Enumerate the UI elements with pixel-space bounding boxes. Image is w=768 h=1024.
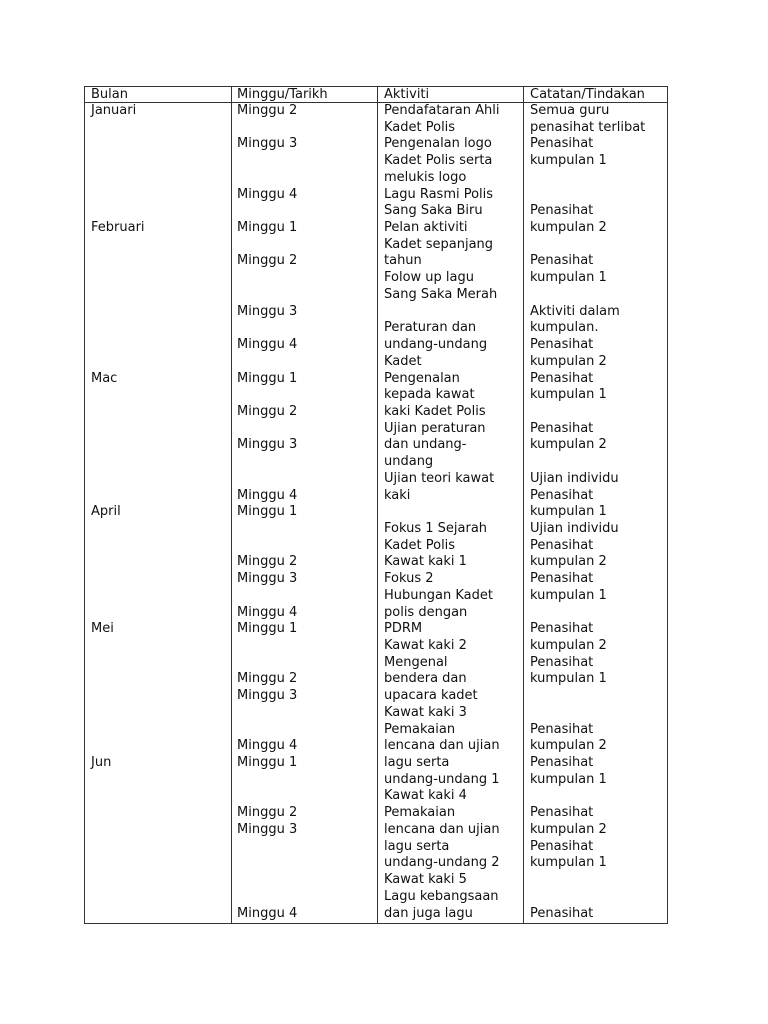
cell-line: Mengenal (384, 654, 448, 670)
cell-line: Minggu 2 (237, 671, 298, 687)
cell-line (237, 638, 297, 655)
cell-line (91, 354, 145, 371)
cell-line (530, 170, 645, 187)
cell-line (237, 588, 297, 605)
cell-line (237, 387, 297, 404)
cell-line (91, 772, 145, 789)
cell-line (237, 354, 297, 371)
cell-line: Minggu 4 (237, 905, 298, 921)
cell-line (91, 554, 145, 571)
cell-line (237, 287, 297, 304)
cell-line: Penasihat (530, 654, 594, 670)
cell-line (91, 136, 145, 153)
cell-line (91, 337, 145, 354)
cell-line: Ujian individu (530, 520, 619, 536)
cell-line (91, 153, 145, 170)
cell-line: Minggu 2 (237, 805, 298, 821)
cell-line: April (91, 504, 121, 520)
cell-line (91, 738, 145, 755)
cell-line: Kadet sepanjang (384, 236, 494, 252)
cell-line: undang-undang (384, 337, 488, 353)
cell-line (237, 270, 297, 287)
cell-line: Minggu 2 (237, 554, 298, 570)
cell-line: penasihat terlibat (530, 119, 646, 135)
cell-line: Fokus 1 Sejarah (384, 520, 488, 536)
cell-line: Minggu 4 (237, 337, 298, 353)
cell-line: Minggu 3 (237, 821, 298, 837)
cell-line: Minggu 2 (237, 103, 298, 118)
cell-line (237, 421, 297, 438)
cell-line: lencana dan ujian (384, 821, 500, 837)
cell-line: Minggu 3 (237, 303, 298, 319)
cell-line (237, 153, 297, 170)
cell-line (530, 688, 645, 705)
cell-line: Pengenalan logo (384, 136, 492, 152)
cell-line: Minggu 1 (237, 370, 298, 386)
cell-line (91, 839, 145, 856)
cell-line: Minggu 1 (237, 755, 298, 771)
cell-line (530, 237, 645, 254)
column-divider (231, 87, 232, 923)
cell-line (91, 788, 145, 805)
cell-line (91, 705, 145, 722)
cell-line: Semua guru (530, 103, 610, 118)
cell-line (91, 421, 145, 438)
cell-line: Februari (91, 220, 145, 236)
cell-line (237, 203, 297, 220)
cell-line: PDRM (384, 621, 423, 637)
cell-line: upacara kadet (384, 688, 478, 704)
cell-line (384, 504, 500, 521)
cell-line (91, 437, 145, 454)
cell-line (237, 839, 297, 856)
cell-line: Minggu 3 (237, 688, 298, 704)
cell-line (91, 571, 145, 588)
cell-line: kumpulan 1 (530, 387, 607, 403)
cell-line: dan undang- (384, 437, 467, 453)
cell-line: kumpulan 1 (530, 671, 607, 687)
cell-line (91, 605, 145, 622)
cell-line: Sang Saka Biru (384, 203, 483, 219)
cell-line: Minggu 1 (237, 220, 298, 236)
header-catatan-tindakan: Catatan/Tindakan (530, 87, 645, 102)
cell-line: kumpulan 1 (530, 771, 607, 787)
cell-line (237, 454, 297, 471)
cell-line (91, 237, 145, 254)
cell-line: Jun (91, 755, 112, 771)
cell-line: Minggu 3 (237, 571, 298, 587)
cell-line (91, 320, 145, 337)
cell-line: Kawat kaki 1 (384, 554, 467, 570)
header-minggu-tarikh: Minggu/Tarikh (237, 87, 328, 102)
cell-line (91, 922, 145, 939)
cell-line: Minggu 3 (237, 136, 298, 152)
cell-line (530, 705, 645, 722)
cell-line (384, 304, 500, 321)
cell-line: Penasihat (530, 420, 594, 436)
cell-line: kumpulan 2 (530, 638, 607, 653)
cell-line: Mei (91, 621, 114, 637)
cell-line (237, 788, 297, 805)
cell-line: Minggu 3 (237, 437, 298, 453)
cell-line (91, 471, 145, 488)
cell-line: Folow up lagu (384, 270, 474, 286)
cell-line: kumpulan 2 (530, 437, 607, 453)
cell-line: Penasihat (530, 805, 594, 821)
cell-line: Penasihat (530, 721, 594, 737)
cell-line (91, 488, 145, 505)
cell-line: kaki Kadet Polis (384, 403, 486, 419)
cell-line (91, 270, 145, 287)
cell-line: Penasihat (530, 621, 594, 637)
cell-line (237, 170, 297, 187)
cell-line (91, 454, 145, 471)
cell-line: kumpulan 2 (530, 821, 607, 837)
cell-line: Minggu 2 (237, 253, 298, 269)
cell-line: bendera dan (384, 671, 467, 687)
cell-line (237, 889, 297, 906)
cell-line: kumpulan 2 (530, 353, 607, 369)
cell-line: undang-undang 2 (384, 855, 500, 871)
cell-line (91, 722, 145, 739)
cell-line (237, 922, 297, 939)
cell-line (530, 454, 645, 471)
cell-line (530, 287, 645, 304)
cell-line (530, 788, 645, 805)
cell-line (530, 605, 645, 622)
cell-line (91, 170, 145, 187)
cell-line (91, 253, 145, 270)
cell-line: Sang Saka Merah (384, 286, 498, 302)
cell-line: Minggu 1 (237, 621, 298, 637)
cell-line (91, 287, 145, 304)
cell-line: Minggu 4 (237, 186, 298, 202)
cell-line: Lagu Rasmi Polis (384, 186, 494, 202)
cell-line: lagu serta (384, 838, 450, 854)
cell-line (237, 772, 297, 789)
cell-line: Januari (91, 103, 137, 118)
cell-line (91, 655, 145, 672)
cell-line (530, 889, 645, 906)
cell-line (237, 855, 297, 872)
cell-line: Penasihat (530, 136, 594, 152)
cell-line: Penasihat (530, 487, 594, 503)
cell-line: Pemakaian (384, 805, 456, 821)
cell-line: Minggu 4 (237, 738, 298, 754)
cell-line: Minggu 1 (237, 504, 298, 520)
cell-line (91, 203, 145, 220)
cell-line: Penasihat (530, 905, 594, 921)
cell-line: Penasihat (530, 755, 594, 771)
cell-line: lencana dan ujian (384, 738, 500, 754)
cell-line: kumpulan. (530, 320, 599, 336)
column-aktiviti (384, 103, 500, 922)
cell-line (91, 404, 145, 421)
cell-line (237, 722, 297, 739)
cell-line: Kawat kaki 3 (384, 704, 467, 720)
cell-line (91, 855, 145, 872)
cell-line: Pendafataran Ahli (384, 103, 500, 118)
cell-line: Minggu 4 (237, 604, 298, 620)
cell-line (237, 538, 297, 555)
cell-line (237, 872, 297, 889)
cell-line (530, 872, 645, 889)
cell-line: Penasihat (530, 537, 594, 553)
cell-line (91, 387, 145, 404)
header-bulan: Bulan (91, 87, 128, 102)
cell-line (530, 404, 645, 421)
cell-line (91, 822, 145, 839)
cell-line: Minggu 2 (237, 403, 298, 419)
cell-line: Pengenalan (384, 370, 460, 386)
cell-line: Ujian peraturan (384, 420, 486, 436)
header-aktiviti: Aktiviti (384, 87, 430, 102)
cell-line: kumpulan 1 (530, 153, 607, 169)
cell-line: Ujian teori kawat (384, 470, 495, 486)
cell-line (237, 120, 297, 137)
cell-line: Peraturan dan (384, 320, 477, 336)
cell-line: Pelan aktiviti (384, 220, 468, 236)
cell-line: Kadet (384, 353, 422, 369)
cell-line (237, 320, 297, 337)
cell-line (91, 872, 145, 889)
cell-line (91, 889, 145, 906)
cell-line: kumpulan 2 (530, 554, 607, 570)
cell-line: Lagu kebangsaan (384, 888, 499, 904)
column-minggu (237, 103, 297, 939)
column-catatan (530, 103, 645, 922)
cell-line: kumpulan 1 (530, 587, 607, 603)
cell-line (91, 588, 145, 605)
cell-line (237, 655, 297, 672)
cell-line (91, 688, 145, 705)
column-divider (377, 87, 378, 923)
cell-line: dan juga lagu (384, 905, 473, 921)
cell-line: Kawat kaki 5 (384, 872, 467, 888)
cell-line: Ujian individu (530, 470, 619, 486)
cell-line: undang (384, 454, 434, 470)
activity-table (84, 86, 668, 924)
cell-line (91, 671, 145, 688)
cell-line: kumpulan 2 (530, 220, 607, 236)
cell-line: tahun (384, 253, 422, 269)
cell-line: lagu serta (384, 755, 450, 771)
cell-line: Penasihat (530, 370, 594, 386)
cell-line (237, 237, 297, 254)
cell-line: kaki (384, 487, 411, 503)
cell-line: Penasihat (530, 253, 594, 269)
cell-line (237, 521, 297, 538)
cell-line: Aktiviti dalam (530, 303, 620, 319)
cell-line: kepada kawat (384, 387, 475, 403)
cell-line: Penasihat (530, 838, 594, 854)
cell-line: Kawat kaki 2 (384, 638, 467, 653)
cell-line: polis dengan (384, 604, 468, 620)
cell-line: Penasihat (530, 203, 594, 219)
cell-line (91, 187, 145, 204)
cell-line: kumpulan 2 (530, 738, 607, 754)
column-divider (523, 87, 524, 923)
cell-line (91, 906, 145, 923)
cell-line: melukis logo (384, 169, 467, 185)
cell-line: kumpulan 1 (530, 270, 607, 286)
cell-line: kumpulan 1 (530, 855, 607, 871)
cell-line: undang-undang 1 (384, 771, 500, 787)
cell-line (91, 538, 145, 555)
cell-line (91, 304, 145, 321)
cell-line: Penasihat (530, 337, 594, 353)
cell-line: Mac (91, 370, 118, 386)
column-bulan (91, 103, 145, 939)
cell-line: Penasihat (530, 571, 594, 587)
cell-line (91, 120, 145, 137)
cell-line (237, 705, 297, 722)
cell-line (91, 805, 145, 822)
cell-line (91, 638, 145, 655)
cell-line (237, 471, 297, 488)
cell-line: Minggu 4 (237, 487, 298, 503)
cell-line: Fokus 2 (384, 571, 434, 587)
cell-line (91, 521, 145, 538)
cell-line: Hubungan Kadet (384, 587, 493, 603)
cell-line: Pemakaian (384, 721, 456, 737)
cell-line (530, 187, 645, 204)
cell-line: Kadet Polis (384, 537, 456, 553)
cell-line: Kadet Polis serta (384, 153, 493, 169)
cell-line: kumpulan 1 (530, 504, 607, 520)
cell-line: Kawat kaki 4 (384, 788, 467, 804)
cell-line: Kadet Polis (384, 119, 456, 135)
